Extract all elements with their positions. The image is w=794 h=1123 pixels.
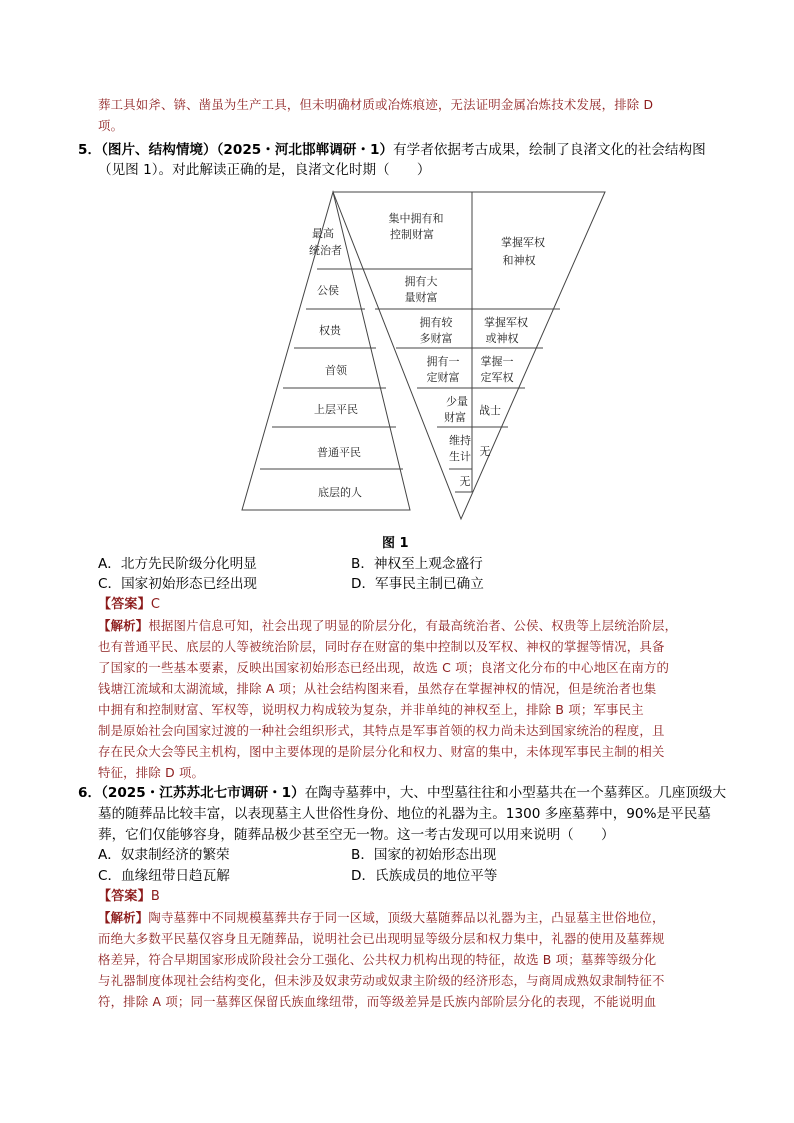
fig-left-label: 底层的人 xyxy=(318,486,362,499)
question-6-stem-cont: 葬，它们仅能够容身，随葬品极少甚至空无一物。这一考古发现可以用来说明（ ） xyxy=(98,827,615,843)
fig-right-label: 无 xyxy=(479,445,491,458)
question-tag: （图片、结构情境）（2025・河北邯郸调研・1） xyxy=(101,142,394,158)
analysis-line xyxy=(98,908,665,928)
fig-left-label: 权贵 xyxy=(319,324,341,337)
analysis-line: 也有普通平民、底层的人等被统治阶层，同时存在财富的集中控制以及军权、神权的掌握等情况，具备 xyxy=(98,639,665,654)
fig-right-label: 掌握军权 xyxy=(501,236,545,249)
analysis-line: 存在民众大会等民主机构，图中主要体现的是阶层分化和权力、财富的集中，未体现军事民主制的相关 xyxy=(98,744,665,759)
analysis-label: 【解析】 xyxy=(98,910,149,925)
fig-left-label: 上层平民 xyxy=(314,403,358,416)
prev-analysis-line: 葬工具如斧、锛、凿虽为生产工具，但未明确材质或冶炼痕迹，无法证明金属冶炼技术发展，排除 D xyxy=(98,97,654,112)
question-5-stem-cont: （见图 1）。对此解读正确的是，良渚文化时期（ ） xyxy=(98,162,431,178)
answer-label: 【答案】 xyxy=(98,889,151,904)
question-stem-text: 有学者依据考古成果，绘制了良渚文化的社会结构图 xyxy=(393,142,706,158)
fig-middle-label: 定财富 xyxy=(426,371,460,384)
option-a[interactable]: A．奴隶制经济的繁荣 xyxy=(98,847,230,863)
fig-middle-label: 控制财富 xyxy=(390,228,434,241)
fig-right-label: 定军权 xyxy=(480,371,514,384)
option-d[interactable]: D．军事民主制已确立 xyxy=(351,576,484,592)
fig-right-label: 战士 xyxy=(479,404,501,417)
fig-middle-label: 少量 xyxy=(446,395,468,408)
option-b[interactable]: B．国家的初始形态出现 xyxy=(351,847,497,863)
answer-line xyxy=(98,595,160,615)
analysis-line: 特征，排除 D 项。 xyxy=(98,765,205,780)
question-tag: （2025・江苏苏北七市调研・1） xyxy=(101,785,305,801)
fig-left-label: 首领 xyxy=(325,364,347,377)
analysis-line: 而绝大多数平民墓仅容身且无随葬品，说明社会已出现明显等级分层和权力集中，礼器的使用及墓葬规 xyxy=(98,931,665,946)
social-structure-figure xyxy=(0,0,794,560)
fig-left-label: 最高 xyxy=(312,227,334,240)
fig-middle-label: 拥有一 xyxy=(426,355,460,368)
fig-middle-label: 无 xyxy=(459,475,471,488)
analysis-line: 格差异，符合早期国家形成阶段社会分工强化、公共权力机构出现的特征，故选 B 项；墓葬等级分化 xyxy=(98,952,657,967)
fig-left-label: 普通平民 xyxy=(317,446,361,459)
question-number: 6． xyxy=(78,785,102,801)
fig-right-label: 或神权 xyxy=(485,332,519,345)
analysis-line: 符，排除 A 项；同一墓葬区保留氏族血缘纽带，而等级差异是氏族内部阶层分化的表现，不能说明血 xyxy=(98,994,657,1009)
fig-middle-label: 集中拥有和 xyxy=(388,212,444,225)
answer-value: B xyxy=(150,889,160,904)
analysis-line: 制是原始社会向国家过渡的一种社会组织形式，其特点是军事首领的权力尚未达到国家统治的程度，且 xyxy=(98,723,665,738)
question-6-stem xyxy=(78,783,726,803)
answer-value: C xyxy=(150,597,161,612)
question-number: 5． xyxy=(78,142,102,158)
fig-middle-label: 拥有大 xyxy=(404,275,438,288)
answer-label: 【答案】 xyxy=(98,597,151,612)
fig-middle-label: 拥有较 xyxy=(419,316,453,329)
analysis-label: 【解析】 xyxy=(98,618,149,633)
question-stem-text: 在陶寺墓葬中，大、中型墓往往和小型墓共在一个墓葬区。几座顶级大 xyxy=(304,785,727,801)
fig-middle-label: 多财富 xyxy=(419,332,453,345)
analysis-text: 根据图片信息可知，社会出现了明显的阶层分化，有最高统治者、公侯、权贵等上层统治阶层， xyxy=(148,618,678,633)
fig-middle-label: 财富 xyxy=(444,411,466,424)
figure-caption: 图 1 xyxy=(382,536,409,551)
fig-right-label: 掌握一 xyxy=(480,355,514,368)
analysis-line: 中拥有和控制财富、军权等，说明权力构成较为复杂，并非单纯的神权至上，排除 B 项；军事民主 xyxy=(98,702,644,717)
option-b[interactable]: B．神权至上观念盛行 xyxy=(351,556,483,572)
fig-middle-label: 维持 xyxy=(449,434,471,447)
fig-left-label: 公侯 xyxy=(317,284,339,297)
fig-left-label: 统治者 xyxy=(309,244,342,257)
question-6-stem-cont: 墓的随葬品比较丰富，以表现墓主人世俗性身份、地位的礼器为主。1300 多座墓葬中，90%是平民墓 xyxy=(98,806,711,822)
option-c[interactable]: C．血缘纽带日趋瓦解 xyxy=(98,868,230,884)
option-a[interactable]: A．北方先民阶级分化明显 xyxy=(98,556,257,572)
answer-line xyxy=(98,887,160,907)
analysis-line xyxy=(98,616,677,636)
fig-middle-label: 量财富 xyxy=(404,291,438,304)
option-c[interactable]: C．国家初始形态已经出现 xyxy=(98,576,258,592)
analysis-text: 陶寺墓葬中不同规模墓葬共存于同一区域，顶级大墓随葬品以礼器为主，凸显墓主世俗地位， xyxy=(148,910,665,925)
prev-analysis-line: 项。 xyxy=(98,118,124,133)
fig-middle-label: 生计 xyxy=(449,450,471,463)
option-d[interactable]: D．氏族成员的地位平等 xyxy=(351,868,498,884)
analysis-line: 钱塘江流域和太湖流域，排除 A 项；从社会结构图来看，虽然存在掌握神权的情况，但是统治者也集 xyxy=(98,681,657,696)
analysis-line: 与礼器制度体现社会结构变化，但未涉及奴隶劳动或奴隶主阶级的经济形态，与商周成熟奴隶制特征不 xyxy=(98,973,665,988)
fig-right-label: 和神权 xyxy=(502,254,536,267)
fig-right-label: 掌握军权 xyxy=(484,316,528,329)
analysis-line: 了国家的一些基本要素，反映出国家初始形态已经出现，故选 C 项；良渚文化分布的中心地区在南方的 xyxy=(98,660,670,675)
